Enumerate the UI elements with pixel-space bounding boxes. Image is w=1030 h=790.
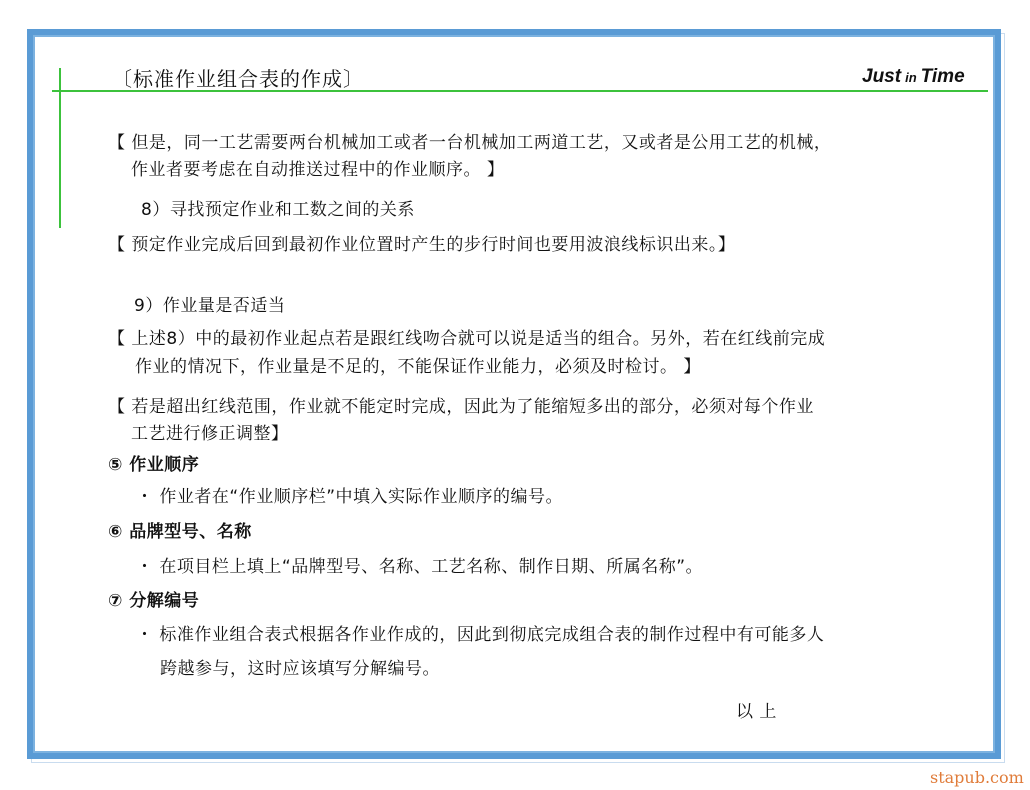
end-mark: 以 上 <box>736 702 777 722</box>
margin-rule <box>59 68 61 228</box>
paragraph-4-line-2: 工艺进行修正调整】 <box>131 424 289 444</box>
page-title: 〔标准作业组合表的作成〕 <box>112 67 364 91</box>
paragraph-1-line-1: 【 但是，同一工艺需要两台机械加工或者一台机械加工两道工艺，又或者是公用工艺的机械， <box>108 133 832 153</box>
section-6-text: ・ 在项目栏上填上“品牌型号、名称、工艺名称、制作日期、所属名称”。 <box>136 557 704 577</box>
section-6-heading: ⑥ 品牌型号、名称 <box>108 522 252 542</box>
paragraph-3-line-2: 作业的情况下，作业量是不足的，不能保证作业能力，必须及时检讨。 】 <box>135 357 701 377</box>
section-7-heading: ⑦ 分解编号 <box>108 591 200 611</box>
section-7-text-line-1: ・ 标准作业组合表式根据各作业作成的，因此到彻底完成组合表的制作过程中有可能多人 <box>136 625 825 645</box>
paragraph-2-line-1: 【 预定作业完成后回到最初作业位置时产生的步行时间也要用波浪线标识出来。】 <box>108 235 736 255</box>
paragraph-4-line-1: 【 若是超出红线范围，作业就不能定时完成，因此为了能缩短多出的部分，必须对每个作业 <box>108 397 814 417</box>
section-5-heading: ⑤ 作业顺序 <box>108 455 200 475</box>
paragraph-3-line-1: 【 上述8）中的最初作业起点若是跟红线吻合就可以说是适当的组合。另外，若在红线前完成 <box>108 329 826 349</box>
brand-just: Just <box>862 66 902 87</box>
item-9-heading: 9）作业量是否适当 <box>134 296 286 316</box>
watermark: stapub.com <box>930 768 1024 787</box>
brand-time: Time <box>920 66 965 87</box>
brand-logo <box>862 66 965 88</box>
paragraph-1-line-2: 作业者要考虑在自动推送过程中的作业顺序。 】 <box>131 160 505 180</box>
item-8-heading: 8）寻找预定作业和工数之间的关系 <box>141 200 415 220</box>
brand-in: in <box>905 70 917 85</box>
section-7-text-line-2: 跨越参与，这时应该填写分解编号。 <box>160 659 440 679</box>
section-5-text: ・ 作业者在“作业顺序栏”中填入实际作业顺序的编号。 <box>136 487 564 507</box>
